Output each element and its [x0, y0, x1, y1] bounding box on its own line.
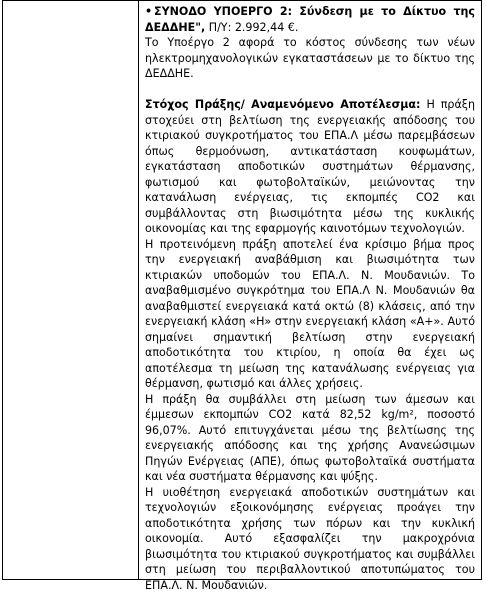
subproject-budget: Π/Υ: 2.992,44 €.: [205, 21, 298, 34]
column-divider: [138, 0, 139, 580]
subproject-title-bold: ΣΥΝΟΔΟ ΥΠΟΕΡΓΟ 2: Σύνδεση με το Δίκτυο της ΔΕΔΔΗΕ",: [145, 5, 475, 34]
spacer: [145, 82, 475, 98]
goal-paragraph-1: [145, 97, 475, 237]
goal-paragraph-1-text: Η πράξη στοχεύει στη βελτίωση της ενεργειακής απόδοσης του κτιριακού συγκροτήματος του ΕΠΑ.Λ μέσω παρεμβάσεων όπως θερμοόνωση, αντικατάσταση κουφωμάτων, εγκατάσταση αποδοτικών συστημάτων θέρμανσης, φωτισμού και φωτοβολταϊκών, μειώνοντας την κατανάλωση ενέργειας, τις εκπομπές CO2 και συμβάλλοντας στη βιωσιμότητα μέσω της κυκλικής οικονομίας και της εφαρμογής καινοτόμων τεχνολογιών.: [145, 98, 475, 235]
content-cell: [145, 4, 475, 593]
goal-paragraph-4: Η υιοθέτηση ενεργειακά αποδοτικών συστημάτων και τεχνολογιών εξοικονόμησης ενέργειας προάγει την αποδοτικότητα χρήσης των πόρων και την κυκλική οικονομία. Αυτό εξασφαλίζει την μακροχρόνια βιωσιμότητα του κτιριακού συγκροτήματος και συμβάλλει στη μείωση του περιβαλλοντικού αποτυπώματος του ΕΠΑ.Λ. Ν. Μουδανιών.: [145, 485, 475, 593]
subproject-description: Το Υποέργο 2 αφορά το κόστος σύνδεσης των νέων ηλεκτρομηχανολογικών εγκαταστάσεων με το δίκτυο της ΔΕΔΔΗΕ.: [145, 35, 475, 82]
goal-paragraph-3: Η πράξη θα συμβάλλει στη μείωση των άμεσων και έμμεσων εκπομπών CO2 κατά 82,52 kg/m², ποσοστό 96,07%. Αυτό επιτυγχάνεται μέσω της βελτίωσης της ενεργειακής απόδοσης και της χρήσης Ανανεώσιμων Πηγών Ενέργειας (ΑΠΕ), όπως φωτοβολταϊκά συστήματα και νέα συστήματα θέρμανσης και ψύξης.: [145, 392, 475, 485]
goal-heading: Στόχος Πράξης/ Αναμενόμενο Αποτέλεσμα:: [145, 98, 421, 111]
goal-paragraph-2: Η προτεινόμενη πράξη αποτελεί ένα κρίσιμο βήμα προς την ενεργειακή αναβάθμιση και βιωσιμότητα των κτιριακών υποδομών του ΕΠΑ.Λ. Ν. Μουδανιών. Το αναβαθμισμένο συγκρότημα του ΕΠΑ.Λ Ν. Μουδανιών θα αναβαθμιστεί ενεργειακά κατά οκτώ (8) κλάσεις, από την ενεργειακή κλάση «Η» στην ενεργειακή κλάση «Α+». Αυτό σημαίνει σημαντική βελτίωση στην ενεργειακή αποδοτικότητα του κτιρίου, η οποία θα έχει ως αποτέλεσμα τη μείωση της κατανάλωσης ενέργειας για θέρμανση, φωτισμό και άλλες χρήσεις.: [145, 237, 475, 392]
subproject-title: [145, 4, 475, 35]
bullet-icon: •: [145, 4, 154, 20]
